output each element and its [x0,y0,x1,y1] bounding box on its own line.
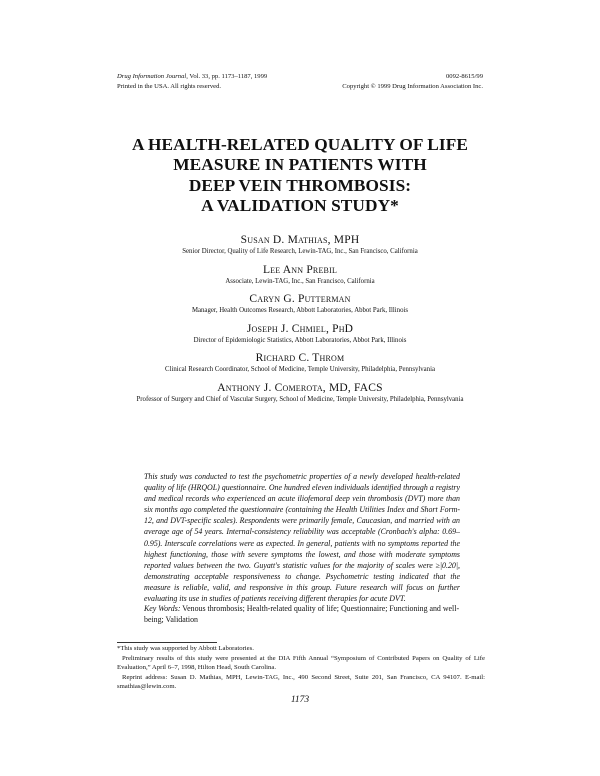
running-header-left [117,72,267,91]
keywords [144,603,460,625]
article-title [0,135,600,216]
volume-pages: , Vol. 33, pp. 1173–1187, 1999 [186,73,268,80]
printed-notice: Printed in the USA. All rights reserved. [117,82,222,90]
footnotes [117,644,485,692]
keywords-text: Venous thrombosis; Health-related quality of life; Questionnaire; Functioning and well-being; Validation [144,604,460,625]
author-name: Susan D. Mathias, MPH [240,234,360,246]
author-name: Anthony J. Comerota, MD, FACS [217,381,383,394]
author-affiliation: Senior Director, Quality of Life Research, Lewin-TAG, Inc., San Francisco, California [182,248,418,255]
running-header-right [342,72,483,91]
keywords-label: Key Words: [144,604,181,613]
footnote: Reprint address: Susan D. Mathias, MPH, Lewin-TAG, Inc., 490 Second Street, Suite 201, San Francisco, CA 94107. E-mail: smathias@lewin.com. [117,673,485,691]
title-line: A HEALTH-RELATED QUALITY OF LIFE [131,135,469,154]
author-affiliation: Director of Epidemiologic Statistics, Abbott Laboratories, Abbot Park, Illinois [193,336,407,344]
title-line: A VALIDATION STUDY* [201,195,399,215]
abstract: This study was conducted to test the psychometric properties of a newly developed health-related quality of life (HRQOL) questionnaire. One hundred eleven individuals identified through a registry and medical records who experienced an acute iliofemoral deep vein thrombosis (DVT) more than six months ago completed the questionnaire (containing the Health Utilities Index and Short Form-12, and DVT-specific scales). Respondents were primarily female, Caucasian, and married with an average age of 54 years. Internal-consistency reliability was acceptable (Cronbach's alpha: 0.69–0.95). Interscale correlations were as expected. In general, patients with no symptoms reported the highest functioning, those with severe symptoms the lowest, and those with moderate symptoms reported values between the two. Guyatt's statistic values for the majority of scales were ≥|0.20|, demonstrating acceptable responsiveness to change. Psychometric testing indicated that the measure is reliable, valid, and responsive in this group. Future research will focus on further evaluating its use in studies of patients receiving different therapies for acute DVT. [144,472,460,604]
author-name: Lee Ann Prebil [262,263,338,276]
page-number: 1173 [290,695,310,705]
author-affiliation: Manager, Health Outcomes Research, Abbott Laboratories, Abbot Park, Illinois [191,307,409,314]
author-affiliation: Clinical Research Coordinator, School of Medicine, Temple University, Philadelphia, Pennsylvania [165,366,435,373]
footnote: Preliminary results of this study were presented at the DIA Fifth Annual “Symposium of Contributed Papers on Quality of Life Evaluation,” April 6–7, 1998, Hilton Head, South Carolina. [117,654,485,672]
copyright-notice: Copyright © 1999 Drug Information Association Inc. [342,82,483,90]
title-line: MEASURE IN PATIENTS WITH [173,155,427,175]
footnote-rule [117,642,217,643]
author-affiliation: Associate, Lewin-TAG, Inc., San Francisco, California [225,277,375,285]
author-list [0,233,600,404]
journal-citation [117,72,267,82]
title-line: DEEP VEIN THROMBOSIS: [188,175,412,195]
footnote: *This study was supported by Abbott Laboratories. [117,645,254,652]
author-name: Caryn G. Putterman [249,293,351,305]
issn: 0092-8615/99 [446,73,483,80]
journal-name: Drug Information Journal [117,73,187,80]
author-name: Joseph J. Chmiel, PhD [246,322,354,335]
author-name: Richard C. Throm [255,352,345,364]
author-affiliation: Professor of Surgery and Chief of Vascular Surgery, School of Medicine, Temple University, Philadelphia, Pennsylvania [136,395,464,403]
